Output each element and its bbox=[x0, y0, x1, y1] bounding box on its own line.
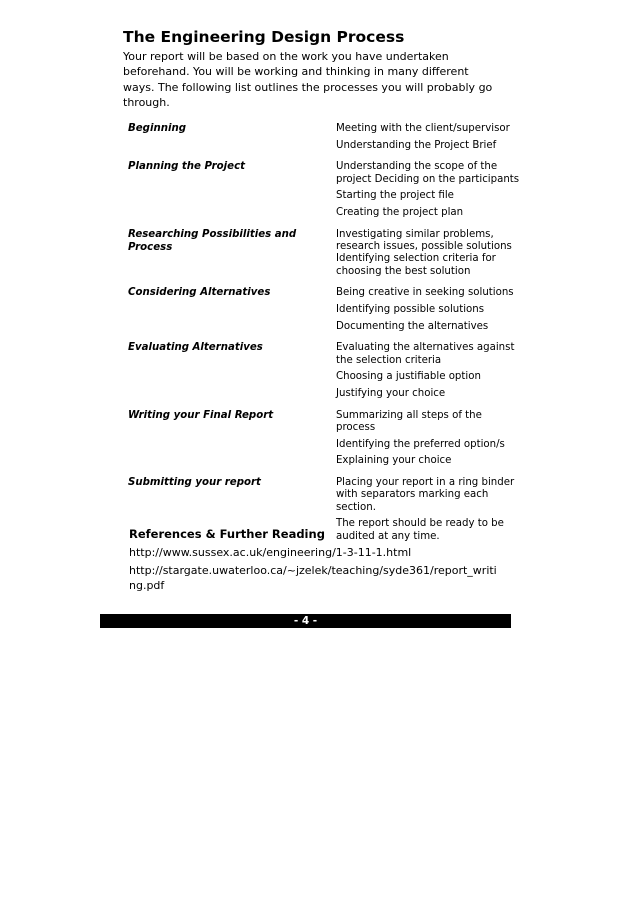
process-row bbox=[128, 123, 528, 156]
stage-label: Beginning bbox=[128, 123, 187, 134]
process-row bbox=[128, 410, 528, 472]
stage-label: Researching Possibilities and Process bbox=[128, 228, 297, 253]
stage-label: Evaluating Alternatives bbox=[128, 342, 263, 354]
process-row bbox=[128, 161, 528, 223]
process-list bbox=[128, 123, 528, 552]
stage-item: Being creative in seeking solutions bbox=[336, 287, 514, 299]
stage-item: Evaluating the alternatives against the selection criteria bbox=[336, 342, 515, 366]
process-row bbox=[128, 287, 528, 337]
stage-item: The report should be ready to be audited at any time. bbox=[336, 518, 504, 542]
stage-item: Documenting the alternatives bbox=[336, 320, 489, 332]
stage-item: Creating the project plan bbox=[336, 207, 464, 219]
stage-item: Understanding the scope of the project Deciding on the participants bbox=[336, 161, 520, 185]
stage-label: Submitting your report bbox=[128, 477, 261, 489]
stage-label: Planning the Project bbox=[128, 161, 245, 173]
stage-item: Choosing a justifiable option bbox=[336, 371, 481, 383]
stage-item: Explaining your choice bbox=[336, 455, 452, 467]
stage-label: Considering Alternatives bbox=[128, 287, 271, 299]
process-row bbox=[128, 229, 528, 283]
page-title: The Engineering Design Process bbox=[123, 28, 405, 46]
stage-item: Identifying the preferred option/s bbox=[336, 438, 505, 450]
reference-link[interactable]: http://stargate.uwaterloo.ca/~jzelek/teaching/syde361/report_writing.pdf bbox=[129, 564, 497, 592]
process-row bbox=[128, 342, 528, 404]
stage-item: Justifying your choice bbox=[336, 388, 446, 400]
stage-item: Starting the project file bbox=[336, 190, 454, 202]
page-number-bar bbox=[100, 614, 511, 628]
reference-link[interactable]: http://www.sussex.ac.uk/engineering/1-3-11-1.html bbox=[129, 546, 412, 559]
intro-paragraph: Your report will be based on the work you have undertaken beforehand. You will be working and thinking in many different ways. The following list outlines the processes you will probably go through. bbox=[123, 50, 493, 109]
stage-item: Investigating similar problems, research issues, possible solutions Identifying selection criteria for choosing the best solution bbox=[336, 228, 512, 277]
stage-item: Identifying possible solutions bbox=[336, 304, 485, 315]
page-number: - 4 - bbox=[293, 615, 318, 627]
stage-label: Writing your Final Report bbox=[128, 409, 274, 421]
stage-item: Understanding the Project Brief bbox=[336, 139, 497, 151]
stage-item: Meeting with the client/supervisor bbox=[336, 123, 510, 134]
stage-item: Placing your report in a ring binder with separators marking each section. bbox=[336, 477, 515, 513]
references-heading: References & Further Reading bbox=[129, 527, 325, 541]
stage-item: Summarizing all steps of the process bbox=[336, 409, 482, 434]
